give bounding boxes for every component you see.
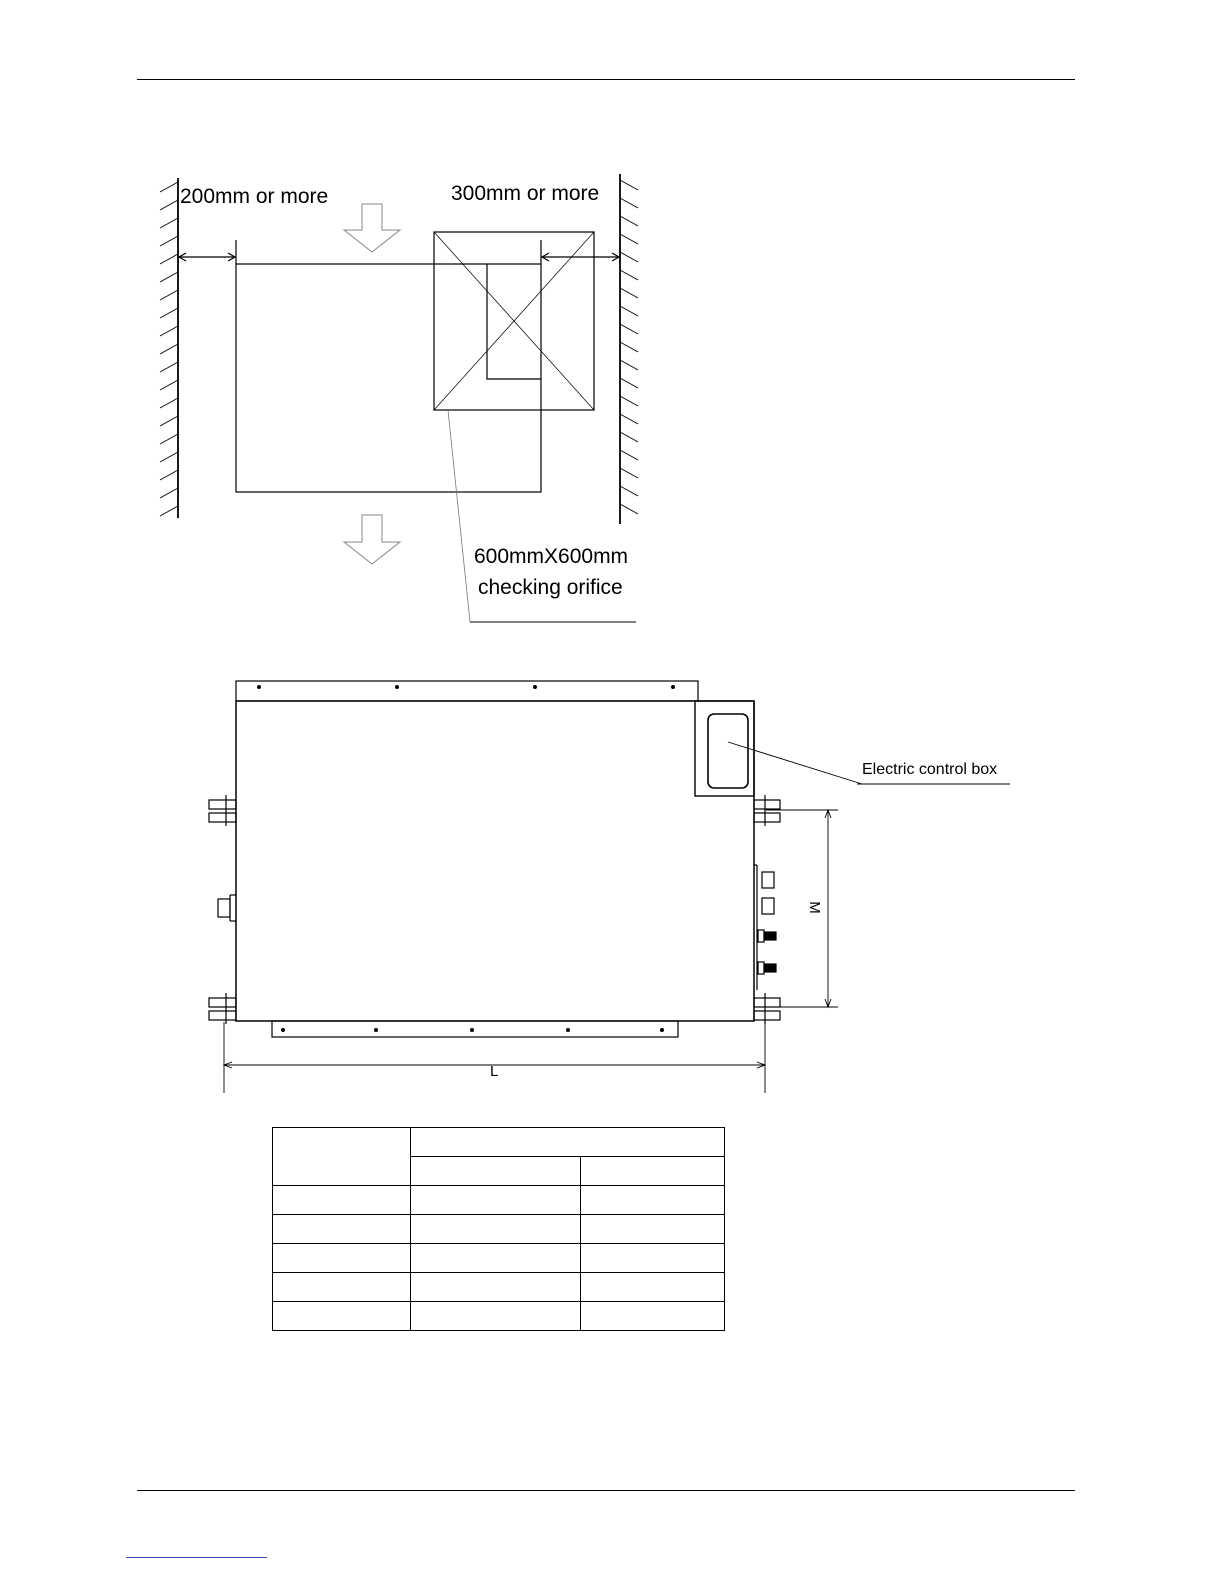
table-row — [273, 1215, 725, 1244]
table-cell — [273, 1302, 411, 1331]
table-cell — [411, 1244, 581, 1273]
right-pipe-upper — [762, 872, 774, 888]
dim-l-label: L — [490, 1063, 499, 1080]
table-cell — [411, 1273, 581, 1302]
bottom-flange — [272, 1021, 678, 1037]
table-cell — [581, 1244, 725, 1273]
hanger-bracket-bottom-right — [754, 993, 780, 1024]
gas-valve-fitting — [758, 930, 776, 942]
orifice-label-line2: checking orifice — [478, 576, 623, 599]
orifice-label-line1: 600mmX600mm — [474, 545, 629, 568]
table-cell — [411, 1302, 581, 1331]
hanger-bracket-bottom-left — [209, 993, 236, 1024]
hanger-bracket-top-right — [754, 795, 780, 826]
table-cell — [411, 1186, 581, 1215]
table-subheader-m — [581, 1157, 725, 1186]
right-pipe-lower — [762, 898, 774, 914]
table-row — [273, 1244, 725, 1273]
table-header-dimensions — [411, 1128, 725, 1157]
table-header-model — [273, 1128, 411, 1186]
table-cell — [273, 1215, 411, 1244]
footer-link-underline[interactable] — [126, 1557, 267, 1558]
liquid-valve-fitting — [758, 962, 776, 974]
left-clearance-label: 200mm or more — [180, 185, 329, 208]
table-row — [273, 1186, 725, 1215]
table-cell — [273, 1273, 411, 1302]
top-flange-screws — [257, 685, 675, 689]
unit-body — [236, 701, 754, 1021]
top-flange — [236, 681, 698, 701]
dim-m-label: M — [805, 901, 823, 914]
bottom-flange-screws — [281, 1028, 664, 1032]
footer-rule — [137, 1490, 1075, 1491]
table-header-row — [273, 1128, 725, 1157]
table-subheader-l — [411, 1157, 581, 1186]
right-clearance-label: 300mm or more — [451, 182, 600, 205]
dimension-table — [272, 1127, 725, 1331]
table-cell — [581, 1215, 725, 1244]
table-cell — [273, 1244, 411, 1273]
table-row — [273, 1273, 725, 1302]
hanger-bracket-top-left — [209, 795, 236, 826]
table-cell — [273, 1186, 411, 1215]
left-drain-port — [218, 899, 230, 917]
table-cell — [581, 1302, 725, 1331]
table-cell — [411, 1215, 581, 1244]
electric-control-box-window — [708, 714, 748, 788]
electric-control-box-label: Electric control box — [862, 761, 998, 778]
table-cell — [581, 1186, 725, 1215]
table-row — [273, 1302, 725, 1331]
table-cell — [581, 1273, 725, 1302]
